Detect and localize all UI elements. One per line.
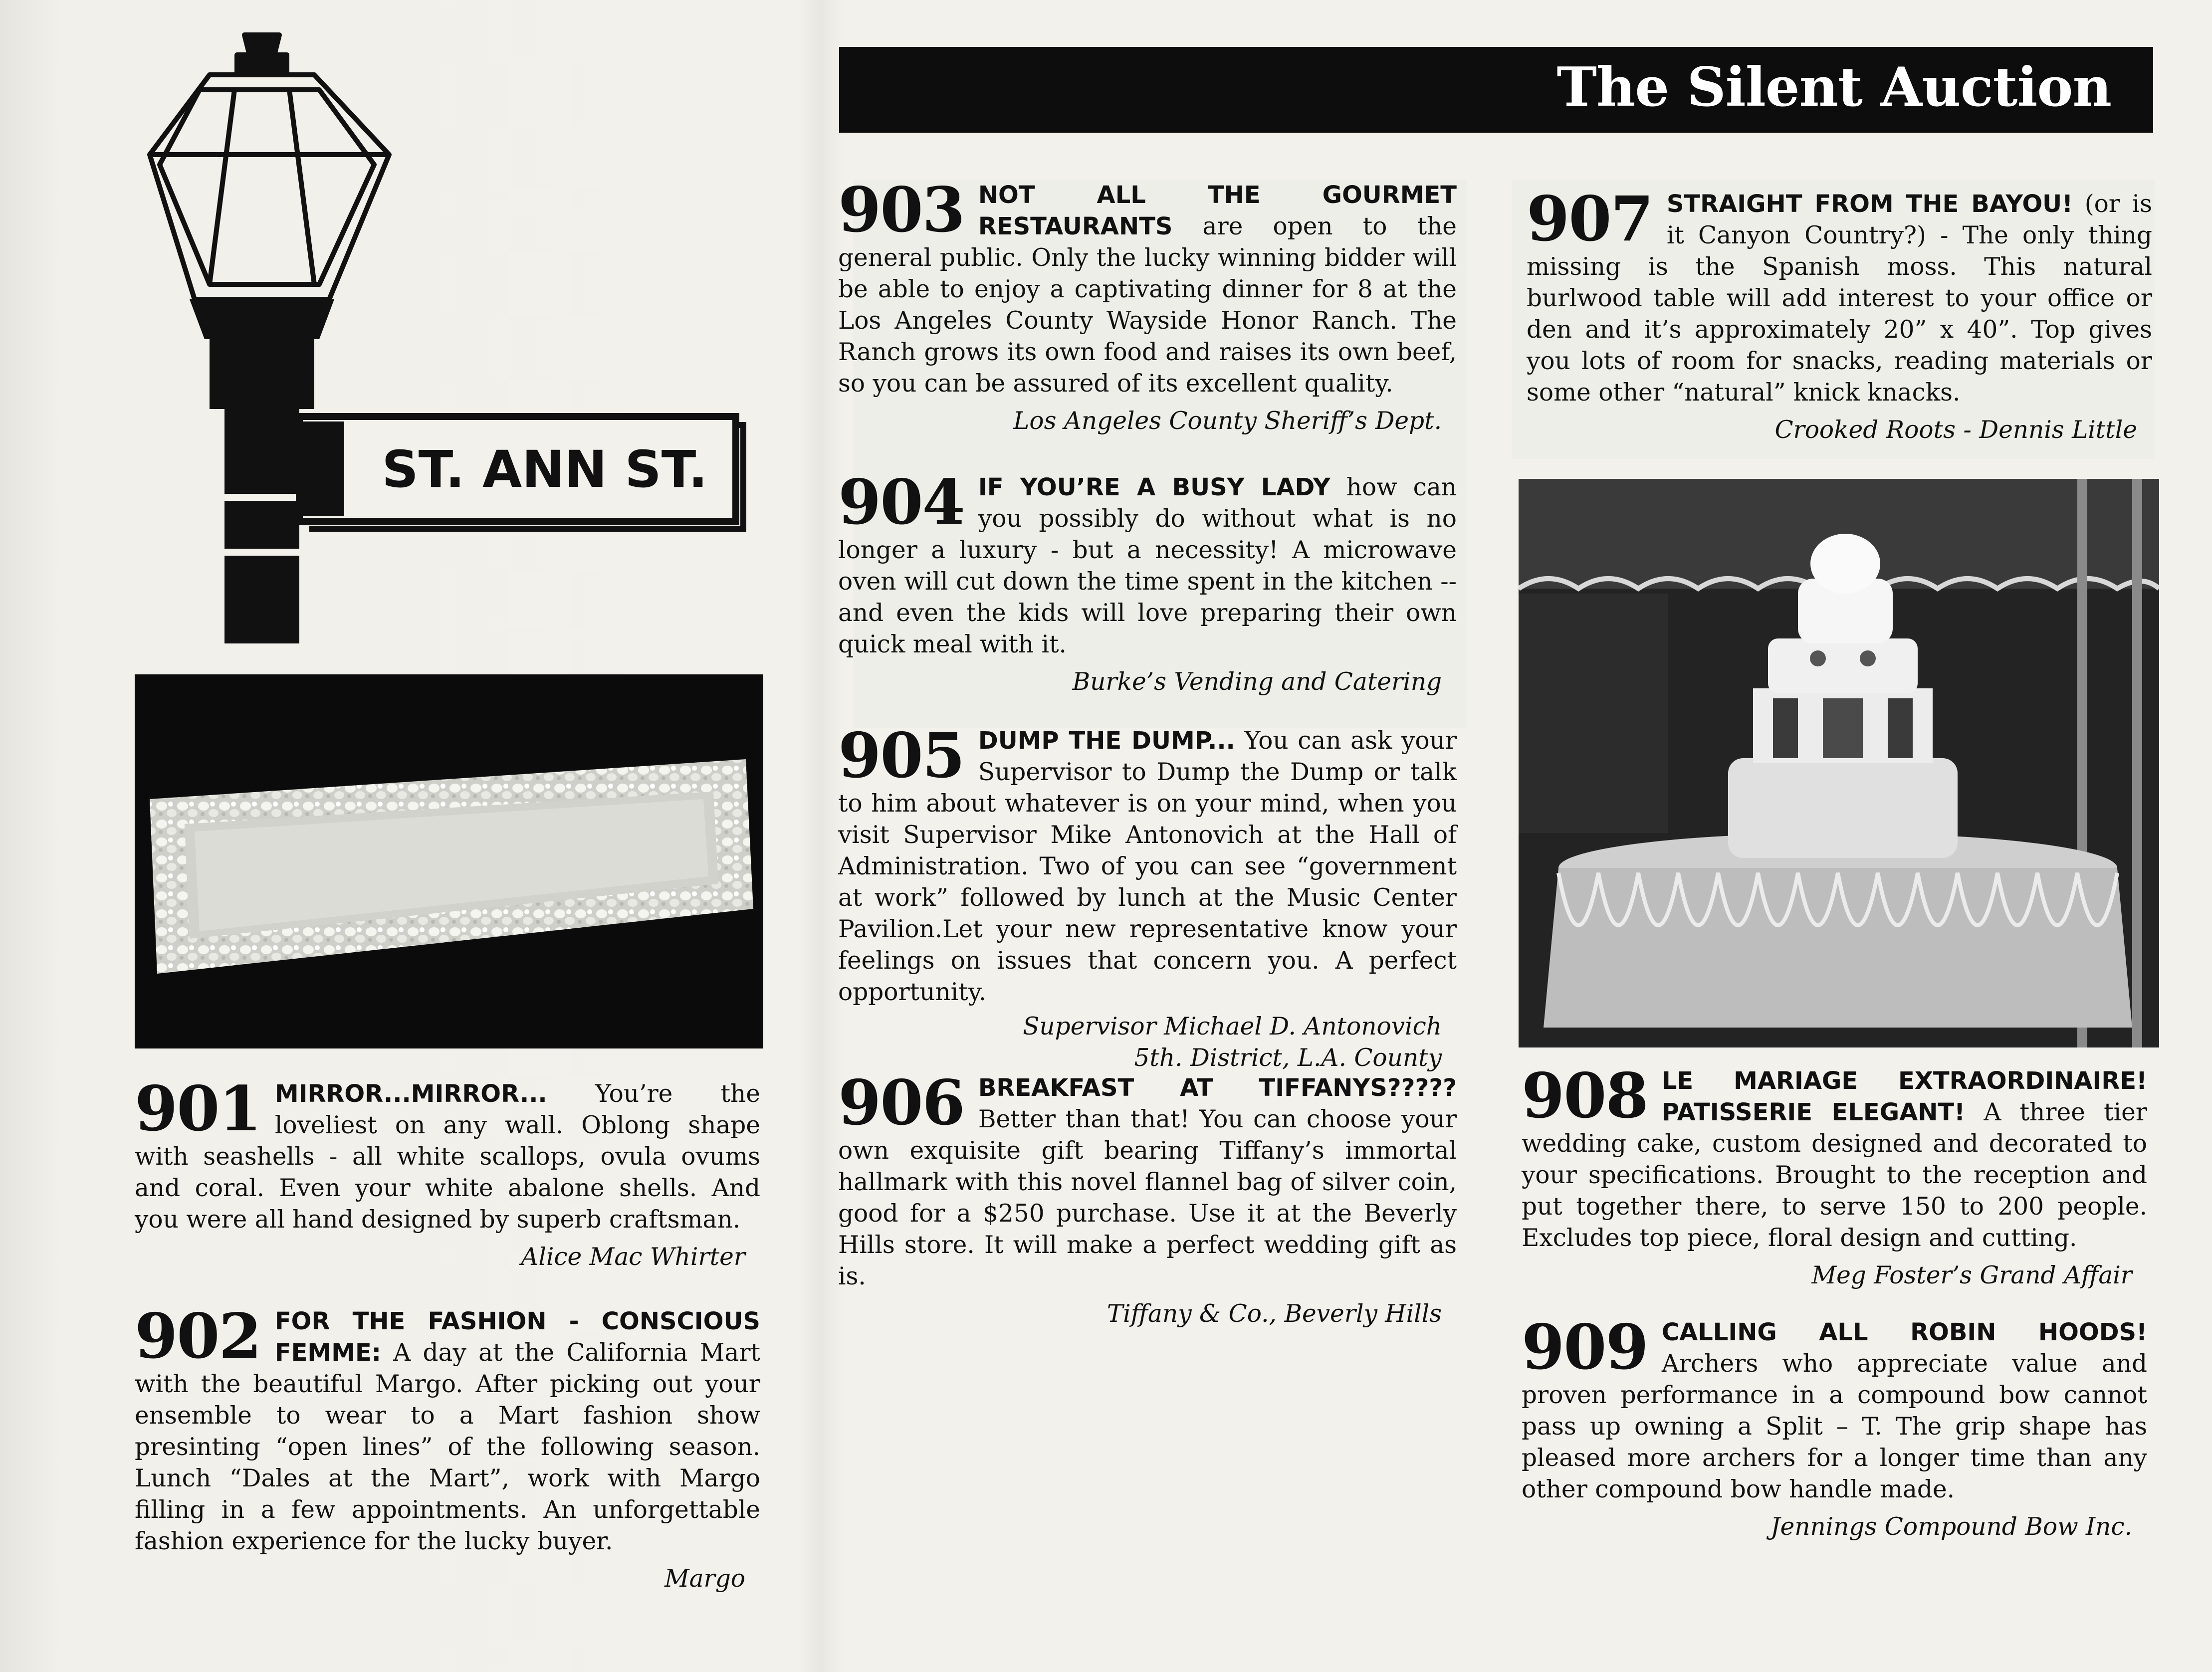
item-lead: NOT ALL THE GOURMET RESTAURANTS bbox=[978, 181, 1457, 240]
item-lead: LE MARIAGE EXTRAORDINAIRE! PATISSERIE ELEGANT! bbox=[1661, 1067, 2147, 1126]
item-lead: STRAIGHT FROM THE BAYOU! bbox=[1666, 190, 2073, 218]
item-credit: Burke’s Vending and Catering bbox=[1072, 668, 1442, 696]
item-credit-line-2: 5th. District, L.A. County bbox=[1134, 1044, 1442, 1072]
auction-item-901 bbox=[135, 1073, 760, 1273]
item-lead: IF YOU’RE A BUSY LADY bbox=[978, 473, 1330, 501]
wedding-cake-image bbox=[1519, 479, 2159, 1047]
item-lead: MIRROR...MIRROR... bbox=[274, 1080, 547, 1108]
item-credit: Meg Foster’s Grand Affair bbox=[1811, 1261, 2132, 1289]
page-spine bbox=[798, 0, 843, 1672]
page-title: The Silent Auction bbox=[1556, 56, 2111, 119]
item-credit: Margo bbox=[664, 1565, 745, 1593]
item-number: 909 bbox=[1522, 1311, 1648, 1384]
seashell-mirror-image bbox=[135, 674, 763, 1048]
item-text: are open to the general public. Only the lucky winning bidder will be able to enjoy a captivating dinner for 8 at the Los Angeles County Wayside Honor Ranch. The Ranch grows its own food and raises its own beef, so you can be assured of its excellent quality. bbox=[838, 212, 1457, 398]
item-number: 901 bbox=[135, 1073, 261, 1145]
item-credit: Tiffany & Co., Beverly Hills bbox=[1106, 1300, 1442, 1328]
item-text: Better than that! You can choose your own exquisite gift bearing Tiffany’s immortal hallmark with this novel flannel bag of silver coin, good for a $250 purchase. Use it at the Beverly Hills store. It will make a perfect wedding gift as is. bbox=[838, 1105, 1457, 1290]
item-text: A day at the California Mart with the beautiful Margo. After picking out your ensemble to wear to a Mart fashion show presinting “open lines” of the following season. Lunch “Dales at the Mart”, work with Margo filling in a few appointments. An unforgettable fashion experience for the lucky buyer. bbox=[135, 1339, 760, 1555]
item-text: Archers who appreciate value and proven performance in a compound bow cannot pass up owning a Split – T. The grip shape has pleased more archers for a longer time than any other compound bow handle made. bbox=[1522, 1350, 2147, 1503]
item-lead: DUMP THE DUMP... bbox=[978, 727, 1235, 755]
item-number: 903 bbox=[838, 174, 964, 246]
item-lead: FOR THE FASHION - CONSCIOUS FEMME: bbox=[274, 1307, 760, 1367]
item-number: 908 bbox=[1522, 1060, 1648, 1132]
street-sign-text: ST. ANN ST. bbox=[382, 440, 708, 499]
lamp-post-illustration bbox=[130, 20, 748, 643]
auction-item-905 bbox=[838, 720, 1457, 1074]
auction-item-902 bbox=[135, 1300, 760, 1595]
item-credit: Alice Mac Whirter bbox=[521, 1243, 745, 1271]
item-text: You can ask your Supervisor to Dump the Dump or talk to him about whatever is on your mind, when you visit Supervisor Mike Antonovich at the Hall of Administration. Two of you can see “government at work” followed by lunch at the Music Center Pavilion.Let your new representative know your feelings on issues that concern you. A perfect opportunity. bbox=[838, 727, 1457, 1006]
item-number: 906 bbox=[838, 1067, 964, 1139]
item-lead: BREAKFAST AT TIFFANYS????? bbox=[978, 1074, 1457, 1102]
item-text: A three tier wedding cake, custom designed and decorated to your specifications. Brought to the reception and put together there, to serve 150 to 200 people. Excludes top piece, floral design and cutting. bbox=[1522, 1098, 2148, 1252]
header-bar bbox=[839, 47, 2153, 133]
item-credit: Jennings Compound Bow Inc. bbox=[1770, 1513, 2132, 1541]
item-text: how can you possibly do without what is no longer a luxury - but a necessity! A microwave oven will cut down the time spent in the kitchen -- and even the kids will love preparing their own quick meal with it. bbox=[838, 473, 1457, 658]
item-number: 907 bbox=[1527, 183, 1653, 255]
item-credit: Supervisor Michael D. Antonovich bbox=[1023, 1013, 1442, 1041]
wedding-cake-photo bbox=[1519, 479, 2159, 1047]
auction-item-904 bbox=[838, 466, 1457, 698]
item-number: 902 bbox=[135, 1300, 261, 1373]
auction-item-906 bbox=[838, 1067, 1457, 1330]
mirror-photo bbox=[135, 674, 763, 1048]
auction-item-903 bbox=[838, 174, 1457, 437]
item-number: 904 bbox=[838, 466, 964, 539]
item-text: (or is it Canyon Country?) - The only thing missing is the Spanish moss. This natural burlwood table will add interest to your office or den and it’s approximately 20” x 40”. Top gives you lots of room for snacks, reading materials or some other “natural” knick knacks. bbox=[1527, 190, 2153, 407]
item-number: 905 bbox=[838, 720, 964, 792]
auction-item-908 bbox=[1522, 1060, 2148, 1291]
item-credit: Los Angeles County Sheriff’s Dept. bbox=[1013, 407, 1442, 435]
item-lead: CALLING ALL ROBIN HOODS! bbox=[1661, 1318, 2147, 1346]
auction-item-909 bbox=[1522, 1311, 2147, 1543]
item-credit: Crooked Roots - Dennis Little bbox=[1774, 416, 2137, 444]
auction-item-907 bbox=[1527, 183, 2153, 446]
item-text: You’re the loveliest on any wall. Oblong shape with seashells - all white scallops, ovula ovums and coral. Even your white abalone shells. And you were all hand designed by superb craftsman. bbox=[135, 1080, 760, 1234]
